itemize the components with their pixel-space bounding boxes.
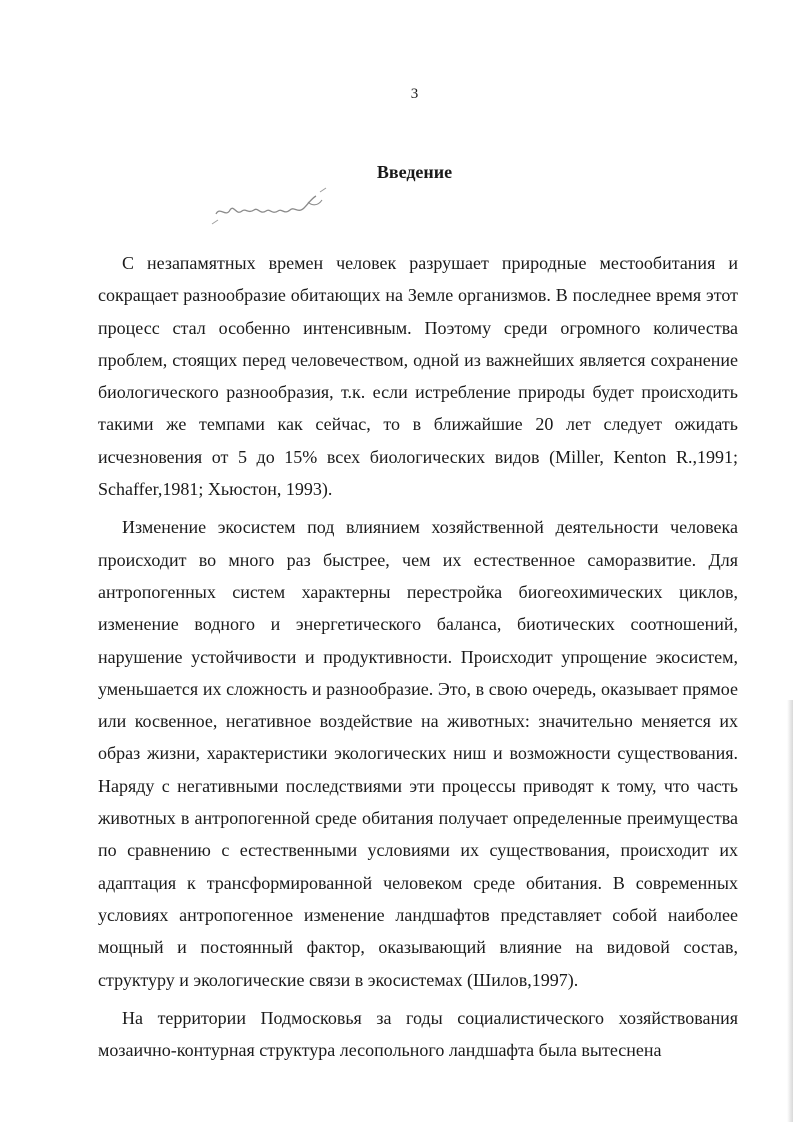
paragraph-1: С незапамятных времен человек разрушает природные местообитания и сокращает разнообразие обитающих на Земле организмов. В последнее время этот процесс стал особенно интенсивным. Поэтому среди огромного количества проблем, стоящих перед человечеством, одной из важнейших является сохранение биологического разнообразия, т.к. если истребление природы будет происходить такими же темпами как сейчас, то в ближайшие 20 лет следует ожидать исчезновения от 5 до 15% всех биологических видов (Miller, Kenton R.,1991; Schaffer,1981; Хьюстон, 1993). [98, 253, 738, 500]
paragraph-2: Изменение экосистем под влиянием хозяйственной деятельности человека происходит во много раз быстрее, чем их естественное саморазвитие. Для антропогенных систем характерны перестройка биогеохимических циклов, изменение водного и энергетического баланса, биотических соотношений, нарушение устойчивости и продуктивности. Происходит упрощение экосистем, уменьшается их сложность и разнообразие. Это, в свою очередь, оказывает прямое или косвенное, негативное воздействие на животных: значительно меняется их образ жизни, характеристики экологических ниш и возможности существования. Наряду с негативными последствиями эти процессы приводят к тому, что часть животных в антропогенной среде обитания получает определенные преимущества по сравнению с естественными условиями их существования, происходит их адаптация к трансформированной человеком среде обитания. В современных условиях антропогенное изменение ландшафтов представляет собой наиболее мощный и постоянный фактор, оказывающий влияние на видовой состав, структуру и экологические связи в экосистемах (Шилов,1997). [98, 517, 738, 990]
page-title: Введение [376, 162, 453, 182]
paragraph-3: На территории Подмосковья за годы социалистического хозяйствования мозаично-контурная структура лесопольного ландшафта была вытеснена [98, 1007, 738, 1061]
body-text [98, 247, 738, 1072]
scan-shadow-edge [787, 700, 793, 1122]
page-number: 3 [410, 86, 419, 102]
handwritten-signature [208, 184, 338, 228]
